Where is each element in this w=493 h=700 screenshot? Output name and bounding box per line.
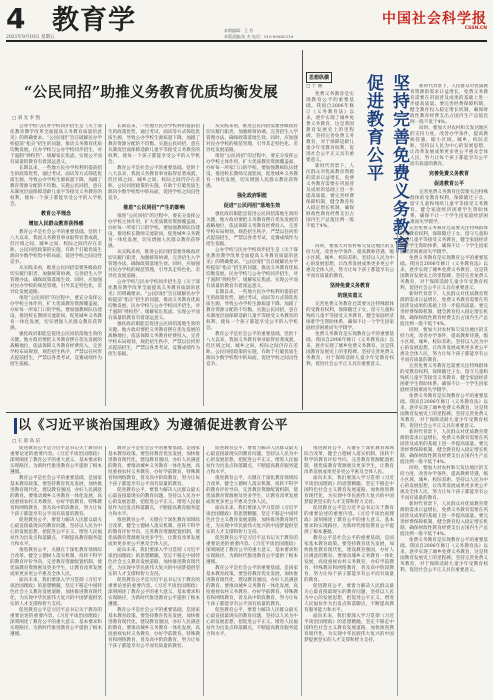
paragraph: 从实践来看，推进公民同招需要各级政府切实履行职责，加强统筹协调，完善招生入学管理办法，确保政策落地生效。同时，应加强对民办学校的规范管理，引导其走特色化、差异化发展道路。 (10, 266, 102, 295)
paragraph: 免费义务教育是实现教育公平的重要基础。我国自2006年修订《义务教育法》以来，逐步实现了城乡免费义务教育，这是我国教育发展史上的里程碑。坚持完善免费义务教育，对于保障适龄儿童少年受教育权利、促进社会公平正义具有重要意义。 (306, 92, 354, 163)
article3-headline: 以《习近平谈治国理政》为遵循促进教育公平 (18, 418, 289, 433)
subheading: 促进“公民同招”落地生效 (223, 203, 281, 209)
paragraph: 教育公平是社会公平的重要基础，是国家基本教育政策。要坚持教育优先发展，加快推进教育现代化，建设教育强国，办好人民满意的教育。要推动城乡义务教育一体化发展，高度重视农村义务教育，办好学前教育、特殊教育和网络教育，普及高中阶段教育，努力让每个孩子都能享有公平而有质量的教育。 (304, 536, 394, 583)
paragraph: 教育公平是社会公平的重要基础。党的十八大以来，我国义务教育事业取得显著成就，但区域之间、城乡之间、校际之间仍存在差距。公民同招政策的实施，有助于打破优质生源向少数学校集中的局面，促进学校之间良性竞争。 (206, 332, 298, 367)
paragraph: 推进教育公平，关键在于深化教育领域综合改革，健全立德树人落实机制，扭转不科学的教育评价导向，完善教育资源配置机制，使优质教育资源惠及更多学生，让教育改革发展成果更多更公平惠及全体人民。 (108, 518, 200, 547)
article2-column-2 (410, 84, 488, 224)
subheading: 完善免费义务教育 (428, 171, 469, 177)
section-title: 教育学 (52, 5, 136, 36)
column-divider (105, 124, 106, 406)
paragraph: 长期以来，一些地方民办学校利用提前招生的政策优势，通过考试、面试等方式筛选优质生源，导致公办学校生源质量下降，加剧了教育资源分配的不均衡。实施公民同招，意在从制度层面保障适龄儿童平等接受义务教育的权利，使每一个孩子都能享受公平的入学机会。 (108, 124, 200, 165)
paragraph: 同时，要加大对农村和欠发达地区的支持力度，改善办学条件，提高教师待遇，缩小区域、城乡、校际差距。坚持以人民为中心的发展思想，让改革发展成果更多更公平惠及全体人民，努力让每个孩子都能享有公平而有质量的教育。 (410, 126, 488, 167)
paper-url: CSSN.CN (464, 26, 487, 31)
paragraph: 面向未来，我们要深入学习贯彻《习近平谈治国理政》的思想精髓，坚定不移走中国特色社会主义教育发展道路，加快推进教育现代化，为实现中华民族伟大复兴的中国梦提供坚实的人才支撑和智力支持。 (108, 548, 200, 577)
paragraph: 面向未来，我们要深入学习贯彻《习近平谈治国理政》的思想精髓，坚定不移走中国特色社会主义教育发展道路，加快推进教育现代化，为实现中华民族伟大复兴的中国梦提供坚实的人才支撑和智力支持。 (10, 578, 102, 607)
article1-headline: “公民同招”助推义务教育优质均衡发展 (24, 84, 279, 101)
paragraph: 促进教育公平是习近平总书记关于教育的重要论述的重要内容。《习近平谈治国理政》深刻阐述了教育公平的重大意义、基本要求和实现路径，为新时代推进教育公平提供了根本遵循。 (10, 608, 102, 637)
paragraph: 教育公平是社会公平的重要基础。党的十八大以来，我国义务教育事业取得显著成就，但区域之间、城乡之间、校际之间仍存在差距。公民同招政策的实施，有助于打破优质生源向少数学校集中的局面，促进学校之间良性竞争。 (108, 166, 200, 201)
paragraph: 公办学校与民办学校同步招生是《关于深化教育教学改革全面提高义务教育质量的意见》的明确要求。“公民同招”旨在破解民办学校提前“掐尖”招生的问题，推动义务教育优质均衡发展。民办学校与公办学校同步招生，对于遏制“择校热”、缓解家长焦虑、实现公平而有质量的教育有着深远意义。 (10, 124, 102, 165)
editor-info-2: 本期编辑：王 芳 (224, 28, 254, 33)
paragraph: 免费义务教育是实现教育公平的重要基础。我国自2006年修订《义务教育法》以来，逐步实现了城乡免费义务教育，这是我国教育发展史上的里程碑。坚持完善免费义务教育，对于保障适龄儿童少年受教育权利、促进社会公平正义具有重要意义。 (306, 332, 394, 367)
section-divider (6, 412, 397, 413)
paragraph: 促进教育公平，要着力解决人民群众最关心最直接最现实的教育问题，坚持以人民为中心的发展思想，把促进公平正义、增进人民福祉作为出发点和落脚点，不断提高教育服务能力和水平。 (108, 488, 200, 517)
article2-column-4 (400, 226, 488, 696)
paragraph: 强化政府职能是促进公民同招落地生效的关键。地方政府要把义务教育摆在优先发展的战略地位，依法保障义务教育经费投入，完善学校布局规划，规范招生秩序，严禁以任何形式提前招生，严禁以各类考试、竞赛成绩作为招生依据。 (108, 322, 200, 357)
article3-column-3 (206, 446, 298, 696)
column-tag: 思想纵横 (306, 72, 332, 83)
subheading: 强化政府职能 (236, 193, 267, 199)
paragraph: 免费义务教育是实现教育公平的重要基础。我国自2006年修订《义务教育法》以来，逐步实现了城乡免费义务教育，这是我国教育发展史上的里程碑。坚持完善免费义务教育，对于保障适龄儿童少年受教育权利、促进社会公平正义具有重要意义。 (400, 394, 488, 429)
paragraph: 长期以来，一些地方民办学校利用提前招生的政策优势，通过考试、面试等方式筛选优质生源，导致公办学校生源质量下降，加剧了教育资源分配的不均衡。实施公民同招，意在从制度层面保障适龄儿童平等接受义务教育的权利，使每一个孩子都能享受公平的入学机会。 (10, 166, 102, 207)
paragraph: 完善免费义务教育还需要关注特殊群体的受教育权利，保障随迁子女、留守儿童和残疾儿童平等接受义务教育，健全家庭经济困难学生资助体系，确保不让一个学生因家庭经济困难而失学辍学。 (400, 364, 488, 393)
paragraph: 新时代背景下，人民群众对优质教育资源的需求日益增长，免费义务教育需要在巩固普及成果的基础上进一步提高质量。要完善经费保障机制，健全教育投入稳定增长机制，确保财政性教育经费支出占国内生产总值比例一般不低于4%。 (410, 84, 488, 125)
article2-column-1 (306, 84, 354, 240)
article3-column-4 (304, 446, 394, 696)
paragraph: 免费义务教育是实现教育公平的重要基础。我国自2006年修订《义务教育法》以来，逐步实现了城乡免费义务教育，这是我国教育发展史上的里程碑。坚持完善免费义务教育，对于保障适龄儿童少年受教育权利、促进社会公平正义具有重要意义。 (400, 256, 488, 291)
subheading: 促进教育公平 (433, 181, 464, 187)
paragraph: 教育公平是社会公平的重要基础，是国家基本教育政策。要坚持教育优先发展，加快推进教育现代化，建设教育强国，办好人民满意的教育。要推动城乡义务教育一体化发展，高度重视农村义务教育，办好学前教育、特殊教育和网络教育，普及高中阶段教育，努力让每个孩子都能享有公平而有质量的教育。 (108, 446, 200, 487)
paragraph: 促进教育公平是习近平总书记关于教育的重要论述的重要内容。《习近平谈治国理政》深刻阐述了教育公平的重大意义、基本要求和实现路径，为新时代推进教育公平提供了根本遵循。 (206, 536, 298, 565)
paragraph: 强化政府职能是促进公民同招落地生效的关键。地方政府要把义务教育摆在优先发展的战略地位，依法保障义务教育经费投入，完善学校布局规划，规范招生秩序，严禁以任何形式提前招生，严禁以各类考试、竞赛成绩作为招生依据。 (206, 212, 298, 247)
issue-date: 2021年9月10日 星期五 (6, 35, 55, 40)
headline-accent-bar (14, 418, 17, 434)
column-divider (203, 446, 204, 696)
paragraph: 推进教育公平，关键在于深化教育领域综合改革，健全立德树人落实机制，扭转不科学的教育评价导向，完善教育资源配置机制，使优质教育资源惠及更多学生，让教育改革发展成果更多更公平惠及全体人民。 (10, 548, 102, 577)
paragraph: 促进教育公平是习近平总书记关于教育的重要论述的重要内容。《习近平谈治国理政》深刻阐述了教育公平的重大意义、基本要求和实现路径，为新时代推进教育公平提供了根本遵循。 (108, 578, 200, 607)
paragraph: 公办学校与民办学校同步招生是《关于深化教育教学改革全面提高义务教育质量的意见》的明确要求。“公民同招”旨在破解民办学校提前“掐尖”招生的问题，推动义务教育优质均衡发展。民办学校与公办学校同步招生，对于遏制“择校热”、缓解家长焦虑、实现公平而有质量的教育有着深远意义。 (108, 280, 200, 321)
article1-column-3 (206, 124, 298, 406)
paragraph: 公办学校与民办学校同步招生是《关于深化教育教学改革全面提高义务教育质量的意见》的明确要求。“公民同招”旨在破解民办学校提前“掐尖”招生的问题，推动义务教育优质均衡发展。民办学校与公办学校同步招生，对于遏制“择校热”、缓解家长焦虑、实现公平而有质量的教育有着深远意义。 (206, 248, 298, 289)
paragraph: 推进“公民同招”的过程中，要充分发挥公办学校主体作用，扩大优质教育资源覆盖面，办好每一所家门口的学校。要加强教师队伍建设，推进校长教师交流轮岗，促进城乡义务教育一体化发展，切实增强人民群众教育获得感。 (206, 154, 298, 189)
article3-column-2 (108, 446, 200, 696)
paragraph: 面向未来，我们要深入学习贯彻《习近平谈治国理政》的思想精髓，坚定不移走中国特色社会主义教育发展道路，加快推进教育现代化，为实现中华民族伟大复兴的中国梦提供坚实的人才支撑和智力支持。 (304, 476, 394, 505)
paragraph: 教育公平是社会公平的重要基础，是国家基本教育政策。要坚持教育优先发展，加快推进教育现代化，建设教育强国，办好人民满意的教育。要推动城乡义务教育一体化发展，高度重视农村义务教育，办好学前教育、特殊教育和网络教育，普及高中阶段教育，努力让每个孩子都能享有公平而有质量的教育。 (206, 566, 298, 607)
subheading: 推进“公民同招”产生的影响 (123, 205, 185, 211)
article1-column-2 (108, 124, 200, 406)
paragraph: 教育公平是社会公平的重要基础，是国家基本教育政策。要坚持教育优先发展，加快推进教育现代化，建设教育强国，办好人民满意的教育。要推动城乡义务教育一体化发展，高度重视农村义务教育，办好学前教育、特殊教育和网络教育，普及高中阶段教育，努力让每个孩子都能享有公平而有质量的教育。 (108, 608, 200, 649)
paragraph: 促进教育公平是习近平总书记关于教育的重要论述的重要内容。《习近平谈治国理政》深刻阐述了教育公平的重大意义、基本要求和实现路径，为新时代推进教育公平提供了根本遵循。 (304, 506, 394, 535)
paragraph: 同时，要加大对农村和欠发达地区的支持力度，改善办学条件，提高教师待遇，缩小区域、城乡、校际差距。坚持以人民为中心的发展思想，让改革发展成果更多更公平惠及全体人民，努力让每个孩子都能享有公平而有质量的教育。 (306, 244, 394, 279)
paragraph: 促进教育公平是习近平总书记关于教育的重要论述的重要内容。《习近平谈治国理政》深刻阐述了教育公平的重大意义、基本要求和实现路径，为新时代推进教育公平提供了根本遵循。 (10, 446, 102, 475)
paragraph: 新时代背景下，人民群众对优质教育资源的需求日益增长，免费义务教育需要在巩固普及成果的基础上进一步提高质量。要完善经费保障机制，健全教育投入稳定增长机制，确保财政性教育经费支出占国内生产总值比例一般不低于4%。 (400, 292, 488, 327)
paragraph: 同时，要加大对农村和欠发达地区的支持力度，改善办学条件，提高教师待遇，缩小区域、城乡、校际差距。坚持以人民为中心的发展思想，让改革发展成果更多更公平惠及全体人民，努力让每个孩子都能享有公平而有质量的教育。 (400, 466, 488, 501)
paragraph: 面向未来，我们要深入学习贯彻《习近平谈治国理政》的思想精髓，坚定不移走中国特色社会主义教育发展道路，加快推进教育现代化，为实现中华民族伟大复兴的中国梦提供坚实的人才支撑和智力支持。 (304, 614, 394, 643)
subheading: 教育公平理念 (40, 211, 71, 217)
section-divider (302, 50, 303, 410)
paragraph: 促进教育公平，要着力解决人民群众最关心最直接最现实的教育问题，坚持以人民为中心的发展思想，把促进公平正义、增进人民福祉作为出发点和落脚点，不断提高教育服务能力和水平。 (206, 608, 298, 637)
article3-byline: □ 王 晨 高 洁 (12, 439, 40, 444)
paragraph: 完善免费义务教育还需要关注特殊群体的受教育权利，保障随迁子女、留守儿童和残疾儿童平等接受义务教育，健全家庭经济困难学生资助体系，确保不让一个学生因家庭经济困难而失学辍学。 (306, 302, 394, 331)
masthead (6, 4, 487, 42)
article1-column-1 (10, 124, 102, 406)
subheading: 增加人民群众教育获得感 (28, 221, 84, 227)
article2-headline-b: 促进教育公平 (363, 74, 383, 182)
paragraph: 推进“公民同招”的过程中，要充分发挥公办学校主体作用，扩大优质教育资源覆盖面，办好每一所家门口的学校。要加强教师队伍建设，推进校长教师交流轮岗，促进城乡义务教育一体化发展，切实增强人民群众教育获得感。 (108, 214, 200, 249)
paragraph: 新时代背景下，人民群众对优质教育资源的需求日益增长，免费义务教育需要在巩固普及成果的基础上进一步提高质量。要完善经费保障机制，健全教育投入稳定增长机制，确保财政性教育经费支出占国内生产总值比例一般不低于4%。 (306, 164, 354, 229)
paragraph: 免费义务教育是实现教育公平的重要基础。我国自2006年修订《义务教育法》以来，逐步实现了城乡免费义务教育，这是我国教育发展史上的里程碑。坚持完善免费义务教育，对于保障适龄儿童少年受教育权利、促进社会公平正义具有重要意义。 (400, 538, 488, 573)
paragraph: 新时代背景下，人民群众对优质教育资源的需求日益增长，免费义务教育需要在巩固普及成果的基础上进一步提高质量。要完善经费保障机制，健全教育投入稳定增长机制，确保财政性教育经费支出占国内生产总值比例一般不低于4%。 (400, 502, 488, 537)
paragraph: 促进教育公平，要着力解决人民群众最关心最直接最现实的教育问题，坚持以人民为中心的发展思想，把促进公平正义、增进人民福祉作为出发点和落脚点，不断提高教育服务能力和水平。 (304, 584, 394, 613)
paragraph: 促进教育公平，要着力解决人民群众最关心最直接最现实的教育问题，坚持以人民为中心的发展思想，把促进公平正义、增进人民福祉作为出发点和落脚点，不断提高教育服务能力和水平。 (206, 446, 298, 475)
page-number: 4 (6, 2, 26, 35)
paragraph: 同时，要加大对农村和欠发达地区的支持力度，改善办学条件，提高教师待遇，缩小区域、城乡、校际差距。坚持以人民为中心的发展思想，让改革发展成果更多更公平惠及全体人民，努力让每个孩子都能享有公平而有质量的教育。 (400, 328, 488, 363)
paragraph: 推进教育公平，关键在于深化教育领域综合改革，健全立德树人落实机制，扭转不科学的教育评价导向，完善教育资源配置机制，使优质教育资源惠及更多学生，让教育改革发展成果更多更公平惠及全体人民。 (206, 476, 298, 505)
paragraph: 从实践来看，推进公民同招需要各级政府切实履行职责，加强统筹协调，完善招生入学管理办法，确保政策落地生效。同时，应加强对民办学校的规范管理，引导其走特色化、差异化发展道路。 (206, 124, 298, 153)
column-divider (397, 226, 398, 696)
paper-logo: 中国社会科学报 (382, 11, 487, 27)
paragraph: 促进教育公平，要着力解决人民群众最关心最直接最现实的教育问题，坚持以人民为中心的发展思想，把促进公平正义、增进人民福祉作为出发点和落脚点，不断提高教育服务能力和水平。 (10, 518, 102, 547)
paragraph: 强化政府职能是促进公民同招落地生效的关键。地方政府要把义务教育摆在优先发展的战略地位，依法保障义务教育经费投入，完善学校布局规划，规范招生秩序，严禁以任何形式提前招生，严禁以各类考试、竞赛成绩作为招生依据。 (10, 332, 102, 367)
paragraph: 教育公平是社会公平的重要基础。党的十八大以来，我国义务教育事业取得显著成就，但区域之间、城乡之间、校际之间仍存在差距。公民同招政策的实施，有助于打破优质生源向少数学校集中的局面，促进学校之间良性竞争。 (10, 230, 102, 265)
editor-info: 本版责编/张 杰 电话：010-85885216 (224, 34, 294, 39)
article3-column-1 (10, 446, 102, 696)
article1-byline: □ 刘 光 李 凯 (12, 116, 40, 121)
article2-headline-a: 坚持完善免费义务教育 (389, 74, 409, 254)
paragraph: 从实践来看，推进公民同招需要各级政府切实履行职责，加强统筹协调，完善招生入学管理办法，确保政策落地生效。同时，应加强对民办学校的规范管理，引导其走特色化、差异化发展道路。 (108, 250, 200, 279)
subheading: 坚持免费义务教育 (329, 283, 370, 289)
paragraph: 完善免费义务教育还需要关注特殊群体的受教育权利，保障随迁子女、留守儿童和残疾儿童平等接受义务教育，健全家庭经济困难学生资助体系，确保不让一个学生因家庭经济困难而失学辍学。 (410, 190, 488, 224)
paragraph: 推进教育公平，关键在于深化教育领域综合改革，健全立德树人落实机制，扭转不科学的教育评价导向，完善教育资源配置机制，使优质教育资源惠及更多学生，让教育改革发展成果更多更公平惠及全体人民。 (304, 446, 394, 475)
paragraph: 面向未来，我们要深入学习贯彻《习近平谈治国理政》的思想精髓，坚定不移走中国特色社会主义教育发展道路，加快推进教育现代化，为实现中华民族伟大复兴的中国梦提供坚实的人才支撑和智力支持。 (206, 506, 298, 535)
paragraph: 新时代背景下，人民群众对优质教育资源的需求日益增长，免费义务教育需要在巩固普及成果的基础上进一步提高质量。要完善经费保障机制，健全教育投入稳定增长机制，确保财政性教育经费支出占国内生产总值比例一般不低于4%。 (400, 430, 488, 465)
article2-byline: □ 于 丽 (306, 84, 323, 89)
article2-column-3 (306, 244, 394, 410)
column-divider (105, 446, 106, 696)
column-divider (203, 124, 204, 406)
paragraph: 长期以来，一些地方民办学校利用提前招生的政策优势，通过考试、面试等方式筛选优质生源，导致公办学校生源质量下降，加剧了教育资源分配的不均衡。实施公民同招，意在从制度层面保障适龄儿童平等接受义务教育的权利，使每一个孩子都能享受公平的入学机会。 (206, 290, 298, 331)
paragraph: 推进“公民同招”的过程中，要充分发挥公办学校主体作用，扩大优质教育资源覆盖面，办好每一所家门口的学校。要加强教师队伍建设，推进校长教师交流轮岗，促进城乡义务教育一体化发展，切实增强人民群众教育获得感。 (10, 296, 102, 331)
paragraph: 教育公平是社会公平的重要基础，是国家基本教育政策。要坚持教育优先发展，加快推进教育现代化，建设教育强国，办好人民满意的教育。要推动城乡义务教育一体化发展，高度重视农村义务教育，办好学前教育、特殊教育和网络教育，普及高中阶段教育，努力让每个孩子都能享有公平而有质量的教育。 (10, 476, 102, 517)
column-divider (301, 446, 302, 696)
subheading: 的现实意义 (337, 293, 363, 299)
paragraph: 完善免费义务教育还需要关注特殊群体的受教育权利，保障随迁子女、留守儿童和残疾儿童平等接受义务教育，健全家庭经济困难学生资助体系，确保不让一个学生因家庭经济困难而失学辍学。 (400, 226, 488, 255)
